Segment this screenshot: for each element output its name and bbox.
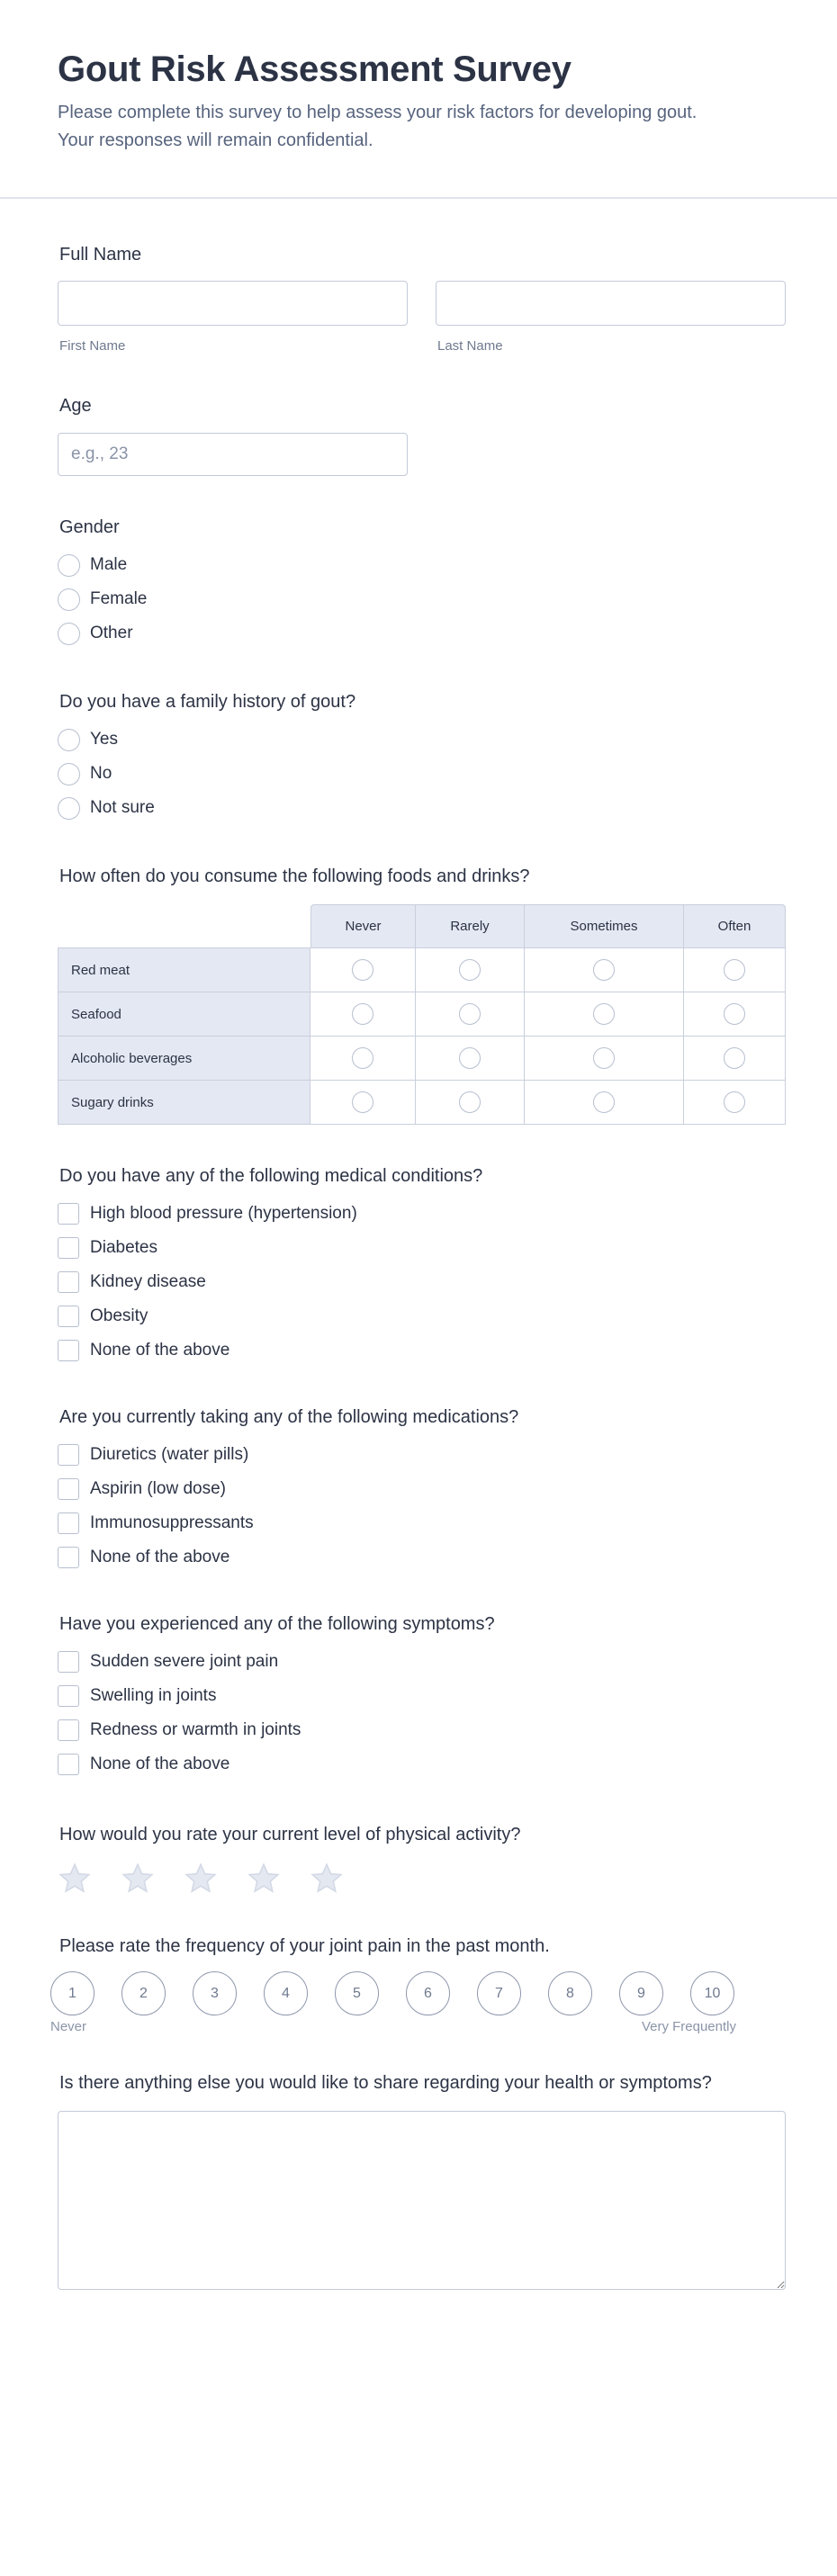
matrix-row-label: Sugary drinks <box>58 1081 310 1125</box>
matrix-column-header: Never <box>310 904 416 948</box>
checkbox[interactable] <box>58 1340 79 1361</box>
matrix-row-label: Seafood <box>58 992 310 1037</box>
checkbox[interactable] <box>58 1512 79 1534</box>
matrix-column-header: Sometimes <box>525 904 684 948</box>
matrix-radio[interactable] <box>352 1091 374 1113</box>
matrix-cell <box>684 1037 786 1081</box>
matrix-cell <box>684 1081 786 1125</box>
option-label: Immunosuppressants <box>90 1513 254 1532</box>
checkbox-option[interactable] <box>58 1231 786 1265</box>
matrix-radio[interactable] <box>352 1003 374 1025</box>
checkbox[interactable] <box>58 1719 79 1741</box>
matrix-radio[interactable] <box>724 1047 745 1069</box>
matrix-row <box>58 1037 786 1081</box>
checkbox[interactable] <box>58 1547 79 1568</box>
option-label: Yes <box>90 730 118 749</box>
matrix-cell <box>684 948 786 992</box>
matrix-radio[interactable] <box>724 959 745 981</box>
matrix-corner <box>58 904 310 948</box>
scale-min-label: Never <box>50 2019 87 2034</box>
gender-field <box>58 516 786 651</box>
option-label: None of the above <box>90 1341 230 1360</box>
matrix-row-label: Red meat <box>58 948 310 992</box>
question-label: Full Name <box>59 245 142 265</box>
radio-option[interactable] <box>58 723 786 757</box>
matrix-cell <box>525 1081 684 1125</box>
matrix-cell <box>684 992 786 1037</box>
matrix-cell <box>525 992 684 1037</box>
matrix-row-label: Alcoholic beverages <box>58 1037 310 1081</box>
matrix-cell <box>416 1037 525 1081</box>
checkbox[interactable] <box>58 1478 79 1500</box>
radio-button[interactable] <box>58 797 80 820</box>
question-label: How often do you consume the following foods and drinks? <box>59 866 530 886</box>
option-label: None of the above <box>90 1548 230 1566</box>
scale-option-7[interactable]: 7 <box>477 1971 521 2015</box>
checkbox-option[interactable] <box>58 1679 786 1713</box>
page-subtitle <box>58 99 779 155</box>
medical-conditions-field <box>58 1165 786 1368</box>
question-label: Age <box>59 396 92 416</box>
checkbox[interactable] <box>58 1306 79 1327</box>
comments-field <box>58 2072 786 2290</box>
checkbox-option[interactable] <box>58 1333 786 1368</box>
option-label: Aspirin (low dose) <box>90 1479 226 1498</box>
star-icon[interactable] <box>121 1862 155 1896</box>
radio-button[interactable] <box>58 763 80 785</box>
scale-option-5[interactable]: 5 <box>335 1971 379 2015</box>
matrix-cell <box>416 1081 525 1125</box>
matrix-row <box>58 992 786 1037</box>
option-label: Diabetes <box>90 1238 158 1257</box>
food-frequency-matrix <box>58 904 786 1125</box>
option-label: Not sure <box>90 798 155 817</box>
scale-option-9[interactable]: 9 <box>619 1971 663 2015</box>
form-header <box>0 0 837 199</box>
full-name-field <box>58 244 786 355</box>
matrix-cell <box>525 1037 684 1081</box>
option-label: None of the above <box>90 1755 230 1773</box>
checkbox[interactable] <box>58 1237 79 1259</box>
matrix-radio[interactable] <box>352 1047 374 1069</box>
checkbox[interactable] <box>58 1685 79 1707</box>
matrix-radio[interactable] <box>459 959 481 981</box>
checkbox[interactable] <box>58 1754 79 1775</box>
activity-rating-field <box>58 1824 786 1896</box>
medications-field <box>58 1406 786 1575</box>
radio-button[interactable] <box>58 588 80 611</box>
family-history-field <box>58 691 786 825</box>
comments-textarea[interactable] <box>58 2111 786 2290</box>
scale-option-4[interactable]: 4 <box>264 1971 308 2015</box>
question-label: How would you rate your current level of physical activity? <box>59 1825 521 1844</box>
checkbox[interactable] <box>58 1651 79 1673</box>
matrix-cell <box>310 1081 416 1125</box>
matrix-radio[interactable] <box>593 1047 615 1069</box>
option-label: Sudden severe joint pain <box>90 1652 279 1671</box>
scale-option-2[interactable]: 2 <box>122 1971 166 2015</box>
gender-options <box>58 548 786 651</box>
scale-option-8[interactable]: 8 <box>548 1971 592 2015</box>
matrix-radio[interactable] <box>724 1091 745 1113</box>
checkbox-option[interactable] <box>58 1645 786 1679</box>
last-name-hint: Last Name <box>437 338 503 354</box>
matrix-radio[interactable] <box>459 1003 481 1025</box>
checkbox-option[interactable] <box>58 1299 786 1333</box>
matrix-cell <box>310 1037 416 1081</box>
page-title: Gout Risk Assessment Survey <box>58 49 572 89</box>
checkbox-option[interactable] <box>58 1713 786 1747</box>
matrix-cell <box>416 992 525 1037</box>
checkbox[interactable] <box>58 1444 79 1466</box>
checkbox-option[interactable] <box>58 1197 786 1231</box>
option-label: High blood pressure (hypertension) <box>90 1204 357 1223</box>
matrix-radio[interactable] <box>593 959 615 981</box>
scale-option-10[interactable]: 10 <box>690 1971 734 2015</box>
scale-option-1[interactable]: 1 <box>50 1971 94 2015</box>
checkbox-option[interactable] <box>58 1472 786 1506</box>
question-label: Are you currently taking any of the following medications? <box>59 1407 519 1427</box>
last-name-input[interactable] <box>436 281 786 326</box>
matrix-cell <box>310 948 416 992</box>
checkbox-option[interactable] <box>58 1438 786 1472</box>
matrix-row <box>58 1081 786 1125</box>
checkbox[interactable] <box>58 1203 79 1225</box>
option-label: Redness or warmth in joints <box>90 1720 302 1739</box>
radio-option[interactable] <box>58 582 786 616</box>
matrix-radio[interactable] <box>352 959 374 981</box>
conditions-options <box>58 1197 786 1368</box>
radio-button[interactable] <box>58 554 80 577</box>
first-name-hint: First Name <box>59 338 126 354</box>
symptoms-field <box>58 1613 786 1782</box>
scale-option-6[interactable]: 6 <box>406 1971 450 2015</box>
radio-option[interactable] <box>58 548 786 582</box>
survey-form <box>0 199 837 2290</box>
food-frequency-field <box>58 866 786 1125</box>
subtitle-line: Please complete this survey to help assess your risk factors for developing gout. <box>58 103 698 122</box>
medications-options <box>58 1438 786 1575</box>
checkbox-option[interactable] <box>58 1506 786 1540</box>
matrix-radio[interactable] <box>593 1091 615 1113</box>
question-label: Gender <box>59 517 120 537</box>
first-name-input[interactable] <box>58 281 408 326</box>
radio-option[interactable] <box>58 757 786 791</box>
option-label: Swelling in joints <box>90 1686 217 1705</box>
scale-option-3[interactable]: 3 <box>193 1971 237 2015</box>
checkbox-option[interactable] <box>58 1540 786 1575</box>
checkbox-option[interactable] <box>58 1265 786 1299</box>
star-icon[interactable] <box>310 1862 344 1896</box>
option-label: Other <box>90 624 133 642</box>
option-label: Male <box>90 555 128 574</box>
question-label: Do you have any of the following medical conditions? <box>59 1166 483 1186</box>
option-label: Diuretics (water pills) <box>90 1445 249 1464</box>
checkbox-option[interactable] <box>58 1747 786 1782</box>
matrix-column-header: Often <box>684 904 786 948</box>
symptoms-options <box>58 1645 786 1782</box>
matrix-radio[interactable] <box>593 1003 615 1025</box>
star-icon[interactable] <box>184 1862 218 1896</box>
family-history-options <box>58 723 786 825</box>
matrix-cell <box>310 992 416 1037</box>
matrix-radio[interactable] <box>459 1091 481 1113</box>
scale-max-label: Very Frequently <box>641 2019 736 2034</box>
matrix-cell <box>525 948 684 992</box>
checkbox[interactable] <box>58 1271 79 1293</box>
option-label: Female <box>90 589 148 608</box>
pain-frequency-field <box>50 1935 786 2034</box>
question-label: Have you experienced any of the following symptoms? <box>59 1614 495 1634</box>
matrix-radio[interactable] <box>724 1003 745 1025</box>
star-rating <box>58 1862 786 1896</box>
matrix-radio[interactable] <box>459 1047 481 1069</box>
star-icon[interactable] <box>247 1862 281 1896</box>
option-label: Obesity <box>90 1306 148 1325</box>
age-input[interactable]: e.g., 23 <box>58 433 408 476</box>
age-field <box>58 395 786 476</box>
radio-option[interactable] <box>58 616 786 651</box>
matrix-cell <box>416 948 525 992</box>
option-label: Kidney disease <box>90 1272 206 1291</box>
question-label: Is there anything else you would like to share regarding your health or symptoms? <box>59 2073 712 2093</box>
radio-button[interactable] <box>58 729 80 751</box>
subtitle-line: Your responses will remain confidential. <box>58 130 374 150</box>
radio-option[interactable] <box>58 791 786 825</box>
star-icon[interactable] <box>58 1862 92 1896</box>
option-label: No <box>90 764 112 783</box>
question-label: Please rate the frequency of your joint pain in the past month. <box>59 1936 550 1956</box>
question-label: Do you have a family history of gout? <box>59 692 356 712</box>
pain-scale <box>50 1971 786 2015</box>
radio-button[interactable] <box>58 623 80 645</box>
matrix-column-header: Rarely <box>416 904 525 948</box>
matrix-row <box>58 948 786 992</box>
